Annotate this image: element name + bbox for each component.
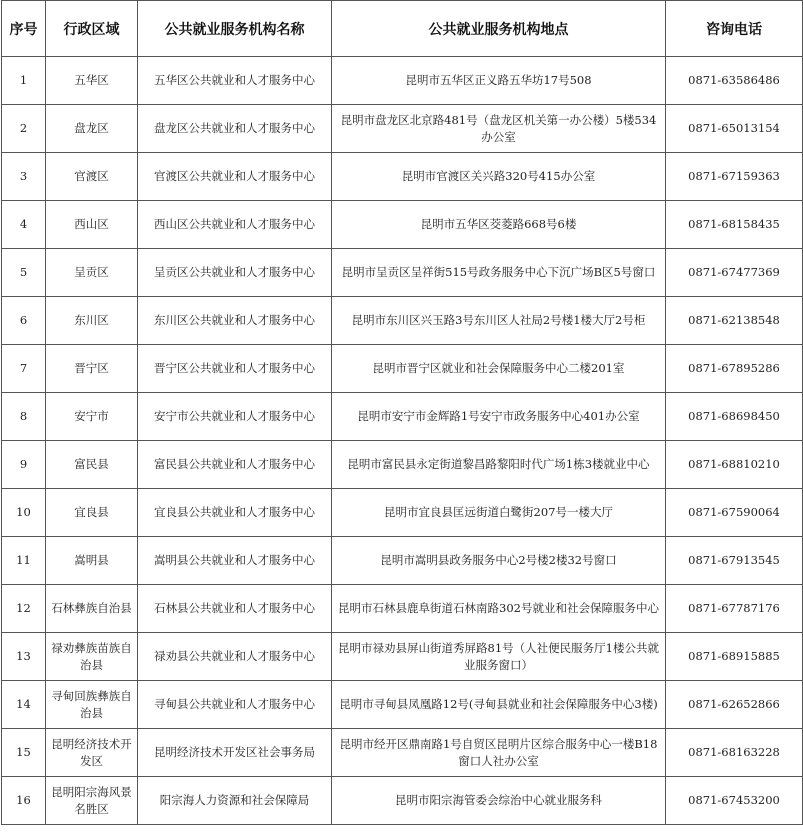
cell-district: 官渡区: [46, 153, 138, 201]
cell-agency-address: 昆明市五华区正义路五华坊17号508: [332, 57, 666, 105]
cell-serial-number: 13: [2, 633, 46, 681]
cell-agency-name: 嵩明县公共就业和人才服务中心: [138, 537, 332, 585]
header-serial-number: 序号: [2, 1, 46, 57]
table-header-row: [2, 1, 803, 57]
cell-serial-number: 11: [2, 537, 46, 585]
cell-agency-name: 东川区公共就业和人才服务中心: [138, 297, 332, 345]
cell-district: 寻甸回族彝族自治县: [46, 681, 138, 729]
table-body: [2, 57, 803, 825]
cell-agency-address: 昆明市宜良县匡远街道白鹭街207号一楼大厅: [332, 489, 666, 537]
table-row: [2, 393, 803, 441]
cell-agency-name: 宜良县公共就业和人才服务中心: [138, 489, 332, 537]
cell-serial-number: 10: [2, 489, 46, 537]
table-row: [2, 681, 803, 729]
cell-serial-number: 16: [2, 777, 46, 825]
cell-phone: 0871-67895286: [666, 345, 803, 393]
cell-agency-name: 阳宗海人力资源和社会保障局: [138, 777, 332, 825]
cell-phone: 0871-67787176: [666, 585, 803, 633]
cell-agency-name: 昆明经济技术开发区社会事务局: [138, 729, 332, 777]
table-row: [2, 489, 803, 537]
employment-service-table: [1, 0, 803, 825]
table-row: [2, 729, 803, 777]
cell-serial-number: 7: [2, 345, 46, 393]
header-district: 行政区域: [46, 1, 138, 57]
cell-district: 昆明经济技术开发区: [46, 729, 138, 777]
cell-district: 安宁市: [46, 393, 138, 441]
header-phone: 咨询电话: [666, 1, 803, 57]
table-row: [2, 201, 803, 249]
cell-district: 富民县: [46, 441, 138, 489]
cell-agency-address: 昆明市阳宗海管委会综治中心就业服务科: [332, 777, 666, 825]
cell-agency-name: 晋宁区公共就业和人才服务中心: [138, 345, 332, 393]
cell-agency-name: 盘龙区公共就业和人才服务中心: [138, 105, 332, 153]
cell-phone: 0871-68915885: [666, 633, 803, 681]
cell-district: 晋宁区: [46, 345, 138, 393]
cell-serial-number: 9: [2, 441, 46, 489]
table-row: [2, 441, 803, 489]
cell-phone: 0871-68698450: [666, 393, 803, 441]
cell-serial-number: 4: [2, 201, 46, 249]
cell-agency-address: 昆明市五华区茭菱路668号6楼: [332, 201, 666, 249]
header-agency-name: 公共就业服务机构名称: [138, 1, 332, 57]
cell-agency-address: 昆明市呈贡区呈祥街515号政务服务中心下沉广场B区5号窗口: [332, 249, 666, 297]
cell-agency-address: 昆明市安宁市金辉路1号安宁市政务服务中心401办公室: [332, 393, 666, 441]
cell-agency-address: 昆明市东川区兴玉路3号东川区人社局2号楼1楼大厅2号柜: [332, 297, 666, 345]
cell-serial-number: 14: [2, 681, 46, 729]
cell-agency-name: 西山区公共就业和人才服务中心: [138, 201, 332, 249]
cell-serial-number: 6: [2, 297, 46, 345]
table-row: [2, 633, 803, 681]
cell-agency-address: 昆明市嵩明县政务服务中心2号楼2楼32号窗口: [332, 537, 666, 585]
cell-serial-number: 2: [2, 105, 46, 153]
cell-phone: 0871-68158435: [666, 201, 803, 249]
cell-agency-address: 昆明市石林县鹿阜街道石林南路302号就业和社会保障服务中心: [332, 585, 666, 633]
cell-agency-name: 富民县公共就业和人才服务中心: [138, 441, 332, 489]
cell-district: 昆明阳宗海风景名胜区: [46, 777, 138, 825]
cell-agency-address: 昆明市寻甸县凤凰路12号(寻甸县就业和社会保障服务中心3楼): [332, 681, 666, 729]
cell-phone: 0871-68163228: [666, 729, 803, 777]
cell-agency-address: 昆明市晋宁区就业和社会保障服务中心二楼201室: [332, 345, 666, 393]
table-row: [2, 345, 803, 393]
cell-agency-address: 昆明市盘龙区北京路481号（盘龙区机关第一办公楼）5楼534办公室: [332, 105, 666, 153]
cell-phone: 0871-62652866: [666, 681, 803, 729]
cell-agency-address: 昆明市禄劝县屏山街道秀屏路81号（人社便民服务厅1楼公共就业服务窗口）: [332, 633, 666, 681]
table-row: [2, 777, 803, 825]
cell-district: 西山区: [46, 201, 138, 249]
cell-district: 东川区: [46, 297, 138, 345]
table-row: [2, 585, 803, 633]
cell-agency-address: 昆明市富民县永定街道黎昌路黎阳时代广场1栋3楼就业中心: [332, 441, 666, 489]
cell-serial-number: 3: [2, 153, 46, 201]
cell-agency-name: 安宁市公共就业和人才服务中心: [138, 393, 332, 441]
cell-district: 宜良县: [46, 489, 138, 537]
header-agency-address: 公共就业服务机构地点: [332, 1, 666, 57]
cell-phone: 0871-63586486: [666, 57, 803, 105]
cell-serial-number: 8: [2, 393, 46, 441]
cell-district: 禄劝彝族苗族自治县: [46, 633, 138, 681]
cell-district: 嵩明县: [46, 537, 138, 585]
cell-district: 石林彝族自治县: [46, 585, 138, 633]
cell-district: 呈贡区: [46, 249, 138, 297]
cell-agency-name: 寻甸县公共就业和人才服务中心: [138, 681, 332, 729]
cell-district: 五华区: [46, 57, 138, 105]
table-row: [2, 297, 803, 345]
cell-phone: 0871-67913545: [666, 537, 803, 585]
cell-phone: 0871-67159363: [666, 153, 803, 201]
cell-phone: 0871-67590064: [666, 489, 803, 537]
cell-phone: 0871-67453200: [666, 777, 803, 825]
table-row: [2, 537, 803, 585]
table-row: [2, 57, 803, 105]
cell-agency-address: 昆明市经开区鼎南路1号自贸区昆明片区综合服务中心一楼B18窗口人社办公室: [332, 729, 666, 777]
cell-serial-number: 5: [2, 249, 46, 297]
cell-agency-name: 禄劝县公共就业和人才服务中心: [138, 633, 332, 681]
cell-agency-name: 官渡区公共就业和人才服务中心: [138, 153, 332, 201]
cell-district: 盘龙区: [46, 105, 138, 153]
table-row: [2, 105, 803, 153]
table-row: [2, 153, 803, 201]
cell-phone: 0871-67477369: [666, 249, 803, 297]
table-row: [2, 249, 803, 297]
cell-agency-name: 呈贡区公共就业和人才服务中心: [138, 249, 332, 297]
cell-serial-number: 12: [2, 585, 46, 633]
cell-agency-address: 昆明市官渡区关兴路320号415办公室: [332, 153, 666, 201]
cell-phone: 0871-68810210: [666, 441, 803, 489]
cell-phone: 0871-62138548: [666, 297, 803, 345]
cell-serial-number: 1: [2, 57, 46, 105]
cell-agency-name: 石林县公共就业和人才服务中心: [138, 585, 332, 633]
cell-agency-name: 五华区公共就业和人才服务中心: [138, 57, 332, 105]
cell-serial-number: 15: [2, 729, 46, 777]
cell-phone: 0871-65013154: [666, 105, 803, 153]
